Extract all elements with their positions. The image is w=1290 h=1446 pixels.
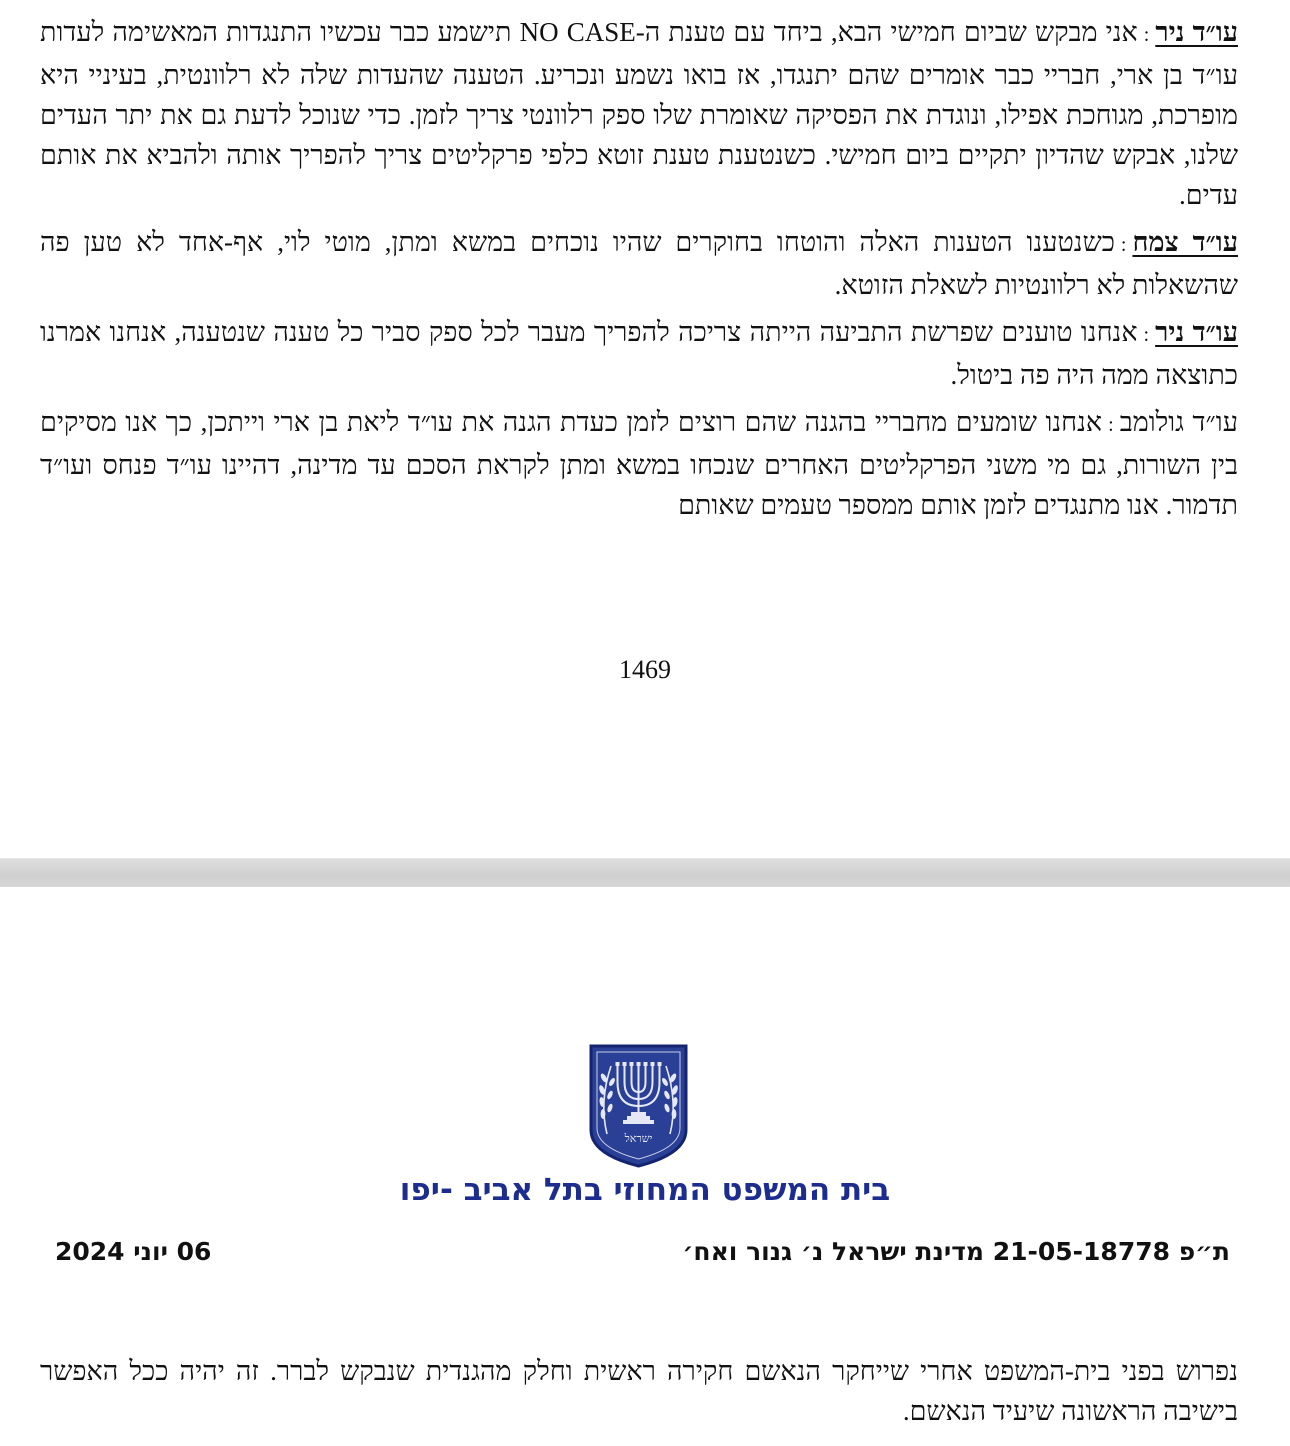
transcript-entry bbox=[40, 402, 1238, 525]
entry-text: אנחנו טוענים שפרשת התביעה הייתה צריכה להפריך מעבר לכל ספק סביר כל טענה שנטענה, אנחנו אמרנו כתוצאה ממה היה פה ביטול. bbox=[40, 317, 1238, 390]
entry-text: כשנטענו הטענות האלה והוטחו בחוקרים שהיו נוכחים במשא ומתן, מוטי לוי, אף-אחד לא טען פה שהשאלות לא רלוונטיות לשאלת הזוטא. bbox=[40, 227, 1238, 300]
speaker-separator: : bbox=[1143, 24, 1150, 46]
speaker-separator: : bbox=[1143, 324, 1150, 346]
page-number: 1469 bbox=[619, 655, 671, 684]
case-header bbox=[0, 1237, 1290, 1277]
speaker-label: עו״ד צמח bbox=[1132, 227, 1238, 257]
emblem-caption: ישראל bbox=[624, 1132, 653, 1145]
speaker-label: עו״ד ניר bbox=[1155, 17, 1239, 47]
speaker-label: עו״ד גולומב bbox=[1119, 407, 1238, 437]
court-page bbox=[0, 887, 1290, 1446]
opening-paragraph: נפרוש בפני בית-המשפט אחרי שייחקר הנאשם חקירה ראשית וחלק מהגנדית שנבקש לברר. זה יהיה ככל האפשר בישיבה הראשונה שיעיד הנאשם. bbox=[40, 1356, 1238, 1426]
hearing-date: 06 יוני 2024 bbox=[55, 1237, 212, 1266]
entry-text: אני מבקש שביום חמישי הבא, ביחד עם טענת ה-NO CASE תישמע כבר עכשיו התנגדות המאשימה לעדות עו״ד בן ארי, חבריי כבר אומרים שהם יתנגדו, אז בואו נשמע ונכריע. הטענה שהעדות שלה לא רלוונטית, בעיניי היא מופרכת, מגוחכת אפילו, ונוגדת את הפסיקה שאומרת שלו ספק רלוונטי צריך לזמן. כדי שנוכל לדעת גם את יתר העדים שלנו, אבקש שהדיון יתקיים ביום חמישי. כשנטענת טענת זוטא כלפי פרקליטים צריך להפריך אותה ולהביא את אותם עדים. bbox=[40, 17, 1238, 210]
page-divider bbox=[0, 858, 1290, 888]
speaker-separator: : bbox=[1120, 234, 1127, 256]
transcript-entry bbox=[40, 312, 1238, 395]
transcript-entry bbox=[40, 12, 1238, 215]
transcript-body bbox=[40, 12, 1238, 532]
court-name: בית המשפט המחוזי בתל אביב -יפו bbox=[399, 1172, 891, 1208]
case-number: ת״פ 21-05-18778 מדינת ישראל נ׳ גנור ואח׳ bbox=[682, 1237, 1230, 1266]
speaker-separator: : bbox=[1108, 414, 1114, 436]
entry-text: אנחנו שומעים מחבריי בהגנה שהם רוצים לזמן כעדת הגנה את עו״ד ליאת בן ארי וייתכן, כך אנו מסיקים בין השורות, גם מי משני הפרקליטים האחרים שנכחו במשא ומתן לקראת הסכם עד מדינה, דהיינו עו״ד פנחס ועו״ד תדמור. אנו מתנגדים לזמן אותם ממספר טעמים שאותם bbox=[40, 407, 1238, 520]
speaker-label: עו״ד ניר bbox=[1155, 317, 1239, 347]
transcript-entry bbox=[40, 222, 1238, 305]
state-emblem-icon bbox=[587, 1042, 690, 1169]
